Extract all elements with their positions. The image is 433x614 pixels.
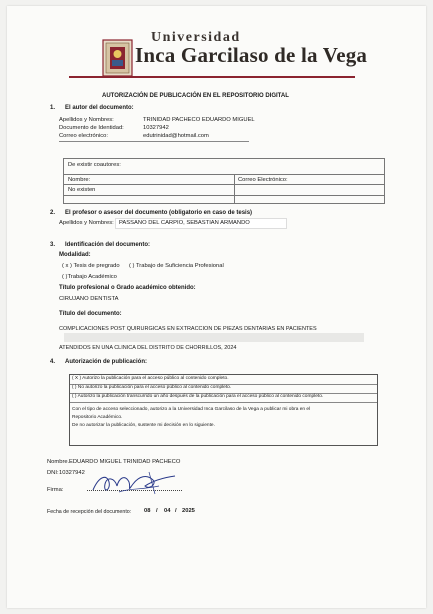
authorization-note3: De no autorizar la publicación, sustente mi decisión en lo siguiente.	[72, 423, 215, 428]
section2-title: El profesor o asesor del documento (obligatorio en caso de tesis)	[65, 210, 253, 216]
authorization-note1: Con el tipo de acceso seleccionado, autorizo a la Universidad Inca Garcilaso de la Vega a publicar mi obra en el	[72, 407, 311, 412]
coauthors-caption: De existir coautores:	[68, 162, 121, 168]
titulo-documento-title: Título del documento:	[59, 311, 122, 317]
author-email-label: Correo electrónico:	[59, 133, 108, 139]
titulo-documento-highlight	[64, 333, 364, 342]
author-email-value: edutrinidad@hotmail.com	[143, 133, 209, 139]
signature-image	[89, 468, 179, 498]
coauthors-col-email: Correo Electrónico:	[238, 177, 288, 183]
coauthors-row-line	[64, 184, 384, 185]
fecha-month: 04	[164, 508, 171, 514]
coauthors-row-value: No existen	[68, 187, 96, 193]
document-page	[7, 6, 426, 608]
coauthors-header-line	[64, 174, 384, 175]
document-title: AUTORIZACIÓN DE PUBLICACIÓN EN EL REPOSITORIO DIGITAL	[102, 93, 289, 99]
university-name-line2: Inca Garcilaso de la Vega	[135, 43, 368, 67]
fecha-year: 2025	[182, 508, 195, 514]
modalidad-academico: ( )Trabajo Académico	[62, 274, 117, 280]
coauthors-table	[63, 158, 385, 204]
university-name-line1: Universidad	[151, 30, 241, 45]
section1-number: 1.	[50, 105, 56, 111]
authorization-line-3	[70, 402, 377, 403]
fecha-day: 08	[144, 508, 151, 514]
modalidad-suficiencia: ( ) Trabajo de Suficiencia Profesional	[129, 263, 224, 269]
section2-number: 2.	[50, 210, 56, 216]
authorization-opt3: ( ) Autorizo la publicación transcurrido un año después de la publicación para el acceso público al contenido completo.	[72, 394, 324, 399]
section3-title: Identificación del documento:	[65, 242, 151, 248]
authorization-note2: Repositorio Académico.	[72, 415, 123, 420]
titulo-documento-line2: ATENDIDOS EN UNA CLINICA DEL DISTRITO DE CHORRILLOS, 2024	[59, 345, 237, 351]
section3-number: 3.	[50, 242, 56, 248]
titulo-profesional-value: CIRUJANO DENTISTA	[59, 296, 119, 302]
fecha-separator-1: /	[156, 508, 158, 514]
coauthors-row-line-2	[64, 195, 384, 196]
author-name-label: Apellidos y Nombres:	[59, 117, 114, 123]
author-name-value: TRINIDAD PACHECO EDUARDO MIGUEL	[143, 117, 255, 123]
modalidad-tesis: ( x ) Tesis de pregrado	[62, 263, 120, 269]
footer-name-value: EDUARDO MIGUEL TRINIDAD PACHECO	[69, 459, 181, 465]
coauthors-column-divider	[234, 174, 235, 204]
section4-number: 4.	[50, 359, 56, 365]
footer-firma-label: Firma:	[47, 487, 64, 493]
modalidad-title: Modalidad:	[59, 252, 91, 258]
titulo-profesional-title: Título profesional o Grado académico obtenido:	[59, 285, 196, 291]
author-email-underline	[59, 141, 249, 142]
authorization-opt1: ( X ) Autorizo la publicación para el acceso público al contenido completo.	[72, 376, 229, 381]
coauthors-col-name: Nombre:	[68, 177, 91, 183]
fecha-label: Fecha de recepción del documento:	[47, 509, 132, 515]
fecha-separator-2: /	[175, 508, 177, 514]
header-divider	[69, 76, 355, 78]
section4-title: Autorización de publicación:	[65, 359, 148, 365]
advisor-label: Apellidos y Nombres:	[59, 220, 114, 226]
advisor-value: PASSANO DEL CARPIO, SEBASTIAN ARMANDO	[119, 220, 250, 226]
footer-dni-label: DNI:	[47, 470, 59, 476]
footer-dni-value: 10327942	[59, 470, 85, 476]
titulo-documento-line1: COMPLICACIONES POST QUIRURGICAS EN EXTRACCION DE PIEZAS DENTARIAS EN PACIENTES	[59, 326, 317, 332]
authorization-opt2: ( ) No autorizo la publicación para el acceso público al contenido completo.	[72, 385, 232, 390]
university-crest-icon	[102, 39, 133, 77]
section1-title: El autor del documento:	[65, 105, 134, 111]
footer-name-label: Nombre.	[47, 459, 70, 465]
author-id-value: 10327942	[143, 125, 169, 131]
author-id-label: Documento de Identidad:	[59, 125, 124, 131]
